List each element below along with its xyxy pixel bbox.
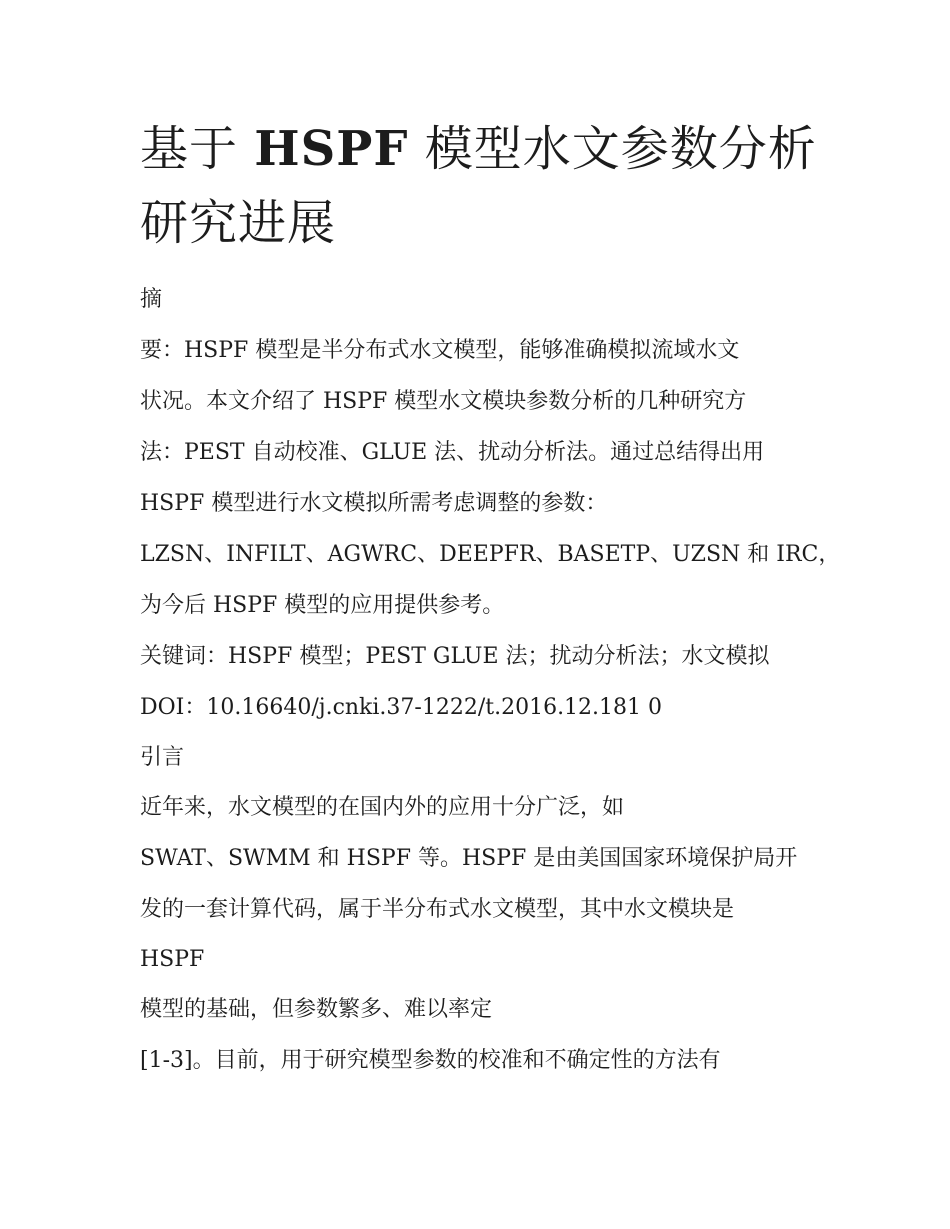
title-bold-term: HSPF (254, 121, 409, 177)
abstract-line: 要：HSPF 模型是半分布式水文模型，能够准确模拟流域水文 (140, 338, 740, 363)
keywords-line: 关键词：HSPF 模型；PEST GLUE 法；扰动分析法；水文模拟 (140, 644, 770, 669)
paper-title (140, 112, 840, 260)
title-suffix: 模型水文参数分析 (424, 121, 817, 177)
intro-line: 模型的基础，但参数繁多、难以率定 (140, 997, 493, 1022)
abstract-label: 摘 (140, 287, 163, 312)
intro-line: 发的一套计算代码，属于半分布式水文模型，其中水文模块是 (140, 897, 735, 922)
title-line-2: 研究进展 (140, 195, 337, 251)
intro-line: SWAT、SWMM 和 HSPF 等。HSPF 是由美国国家环境保护局开 (140, 846, 798, 871)
abstract-line: LZSN、INFILT、AGWRC、DEEPFR、BASETP、UZSN 和 IRC， (140, 542, 841, 567)
abstract-line: 法：PEST 自动校准、GLUE 法、扰动分析法。通过总结得出用 (140, 440, 765, 465)
body-text (140, 274, 840, 1086)
intro-line: [1-3]。目前，用于研究模型参数的校准和不确定性的方法有 (140, 1048, 721, 1073)
abstract-line: 状况。本文介绍了 HSPF 模型水文模块参数分析的几种研究方 (140, 389, 747, 414)
title-prefix: 基于 (140, 121, 239, 177)
abstract-line: 为今后 HSPF 模型的应用提供参考。 (140, 593, 505, 618)
intro-line: HSPF (140, 947, 205, 972)
intro-line: 近年来，水文模型的在国内外的应用十分广泛，如 (140, 795, 625, 820)
intro-heading: 引言 (140, 745, 185, 770)
abstract-line: HSPF 模型进行水文模拟所需考虑调整的参数： (140, 491, 608, 516)
doi-line: DOI：10.16640/j.cnki.37-1222/t.2016.12.181 0 (140, 695, 663, 720)
